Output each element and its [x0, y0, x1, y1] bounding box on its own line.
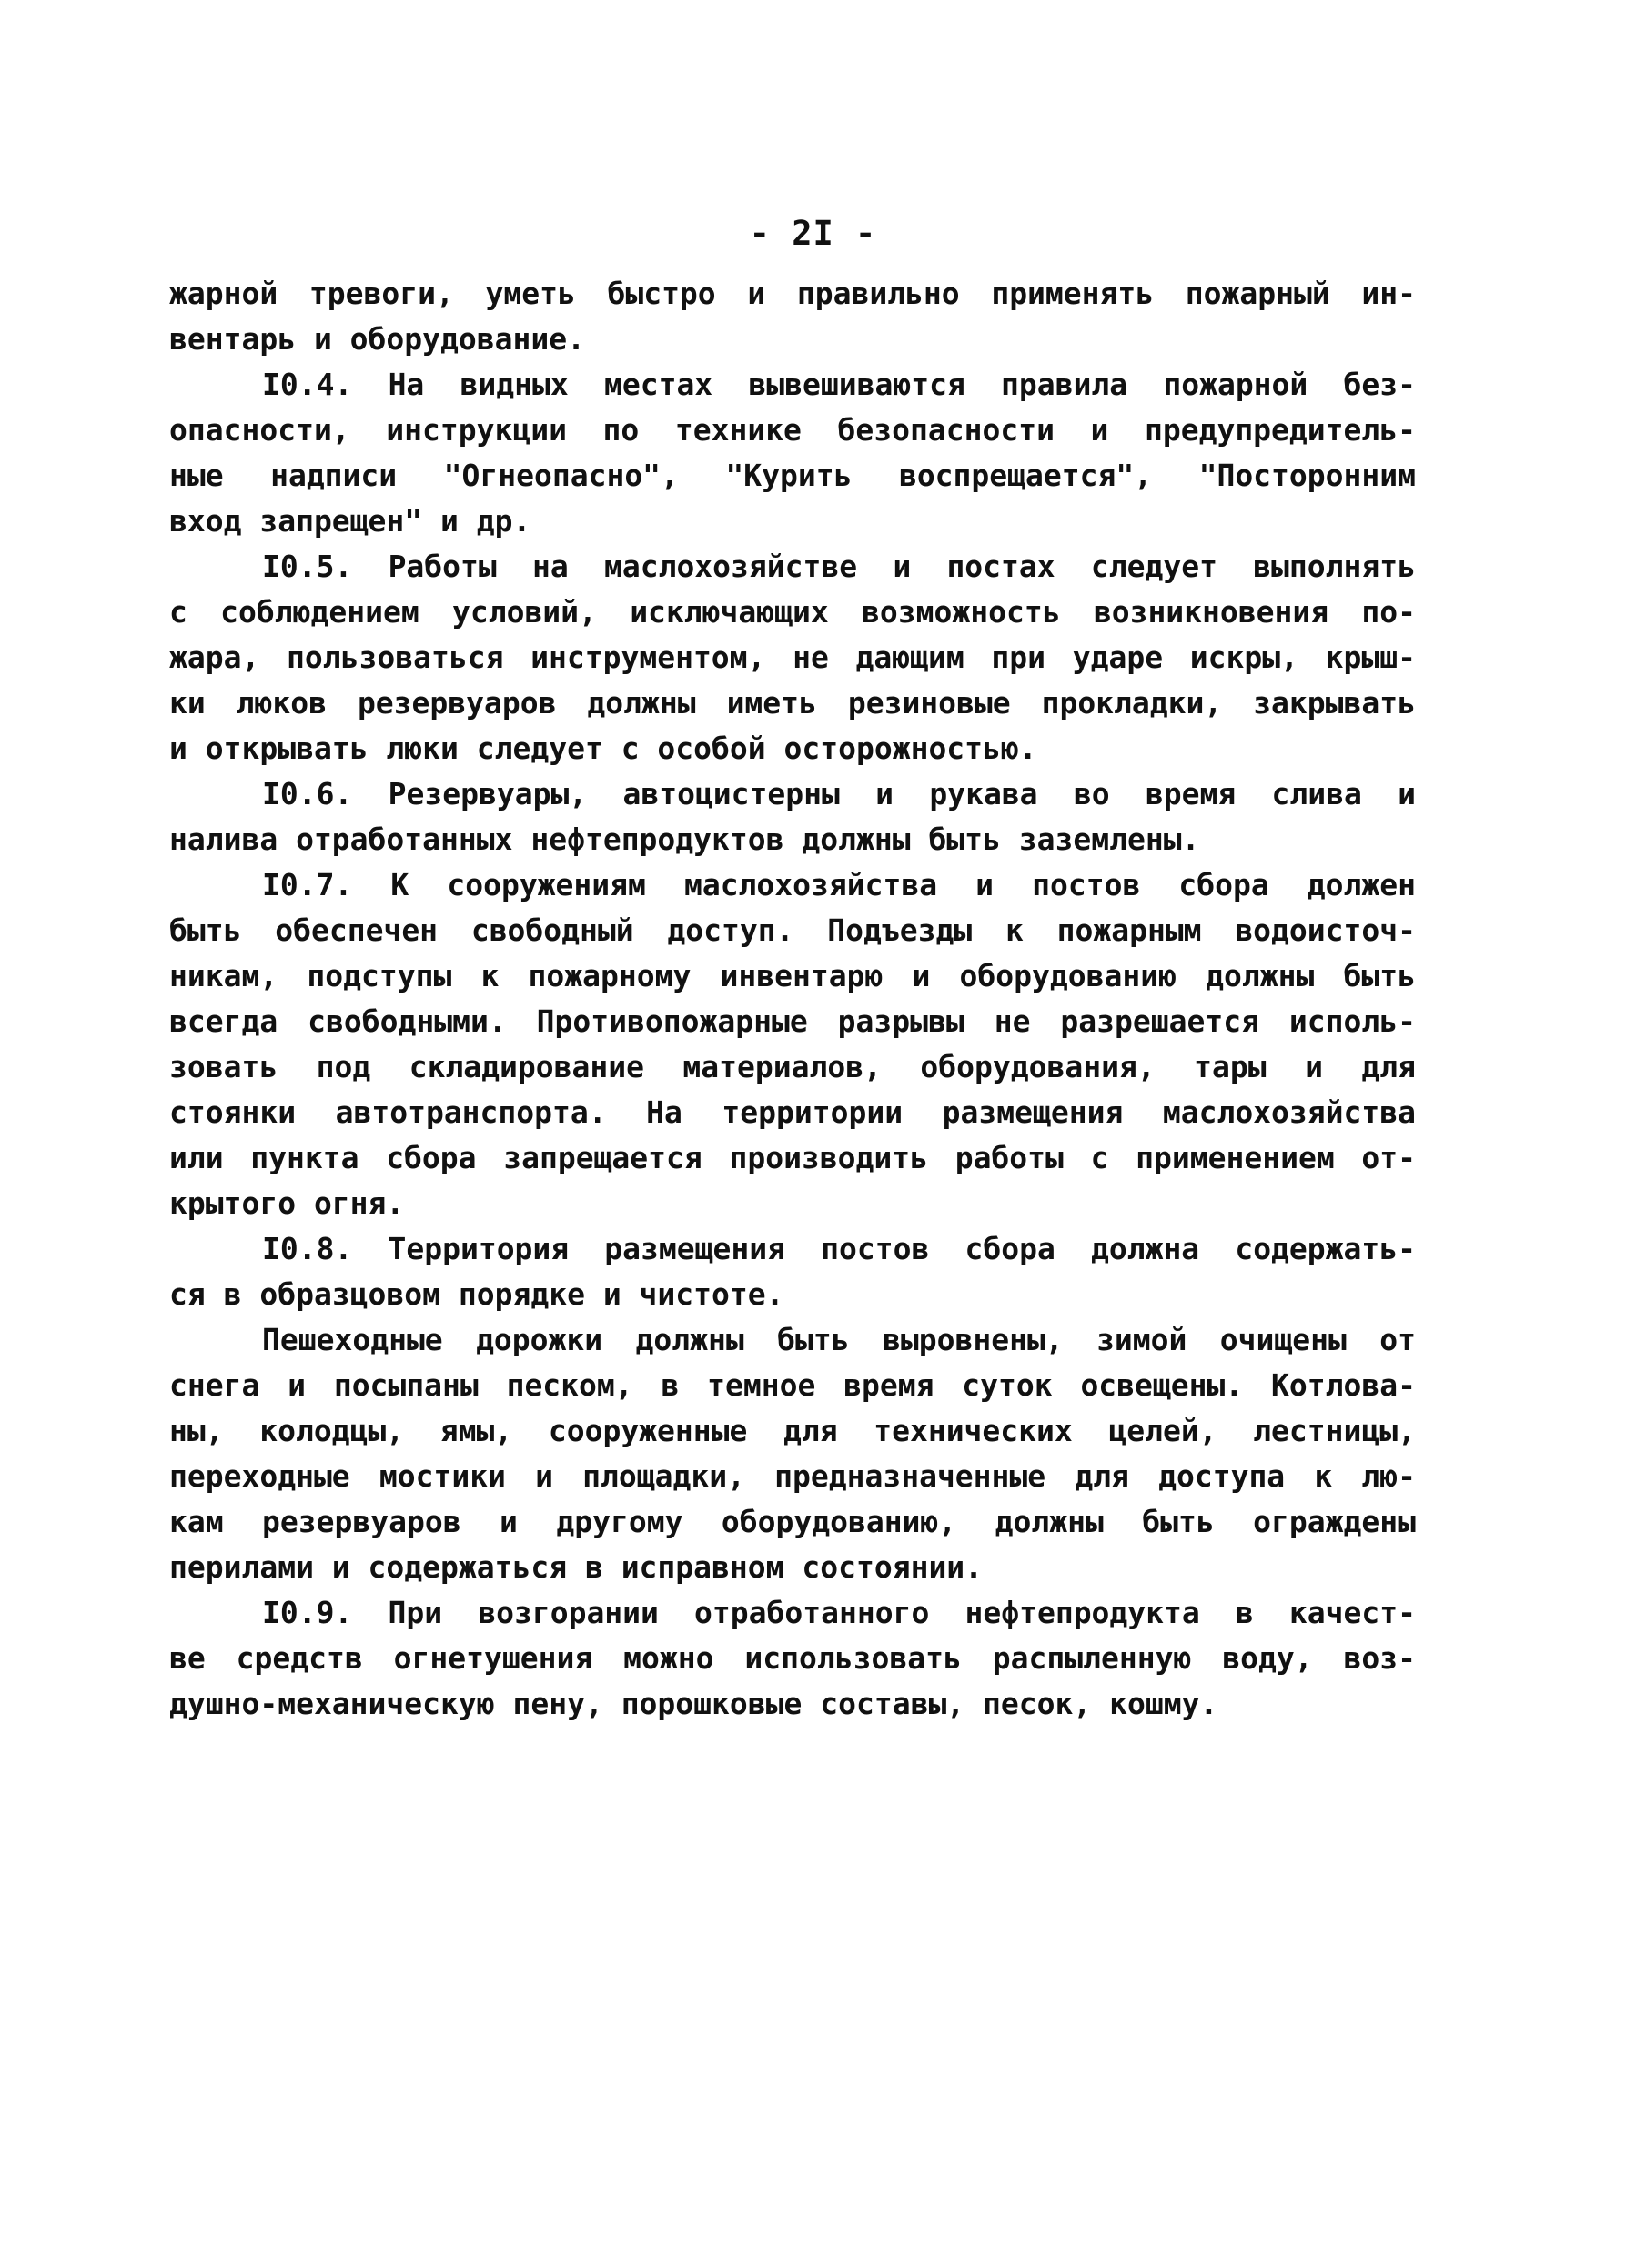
text-line: I0.7. К сооружениям маслохозяйства и постов сбора должен — [262, 867, 1416, 902]
body-text — [169, 271, 1416, 1727]
page-number: - 2I - — [749, 214, 877, 253]
text-line: перилами и содержаться в исправном состоянии. — [169, 1549, 984, 1585]
text-line: стоянки автотранспорта. На территории размещения маслохозяйства — [169, 1094, 1416, 1130]
text-line: ся в образцовом порядке и чистоте. — [169, 1276, 784, 1312]
text-line: I0.9. При возгорании отработанного нефтепродукта в качест- — [262, 1595, 1416, 1630]
text-line: жара, пользоваться инструментом, не дающим при ударе искры, крыш- — [169, 640, 1416, 675]
text-line: снега и посыпаны песком, в темное время суток освещены. Котлова- — [169, 1367, 1416, 1403]
text-line: ные надписи "Огнеопасно", "Курить воспрещается", "Посторонним — [169, 458, 1416, 493]
text-line: I0.8. Территория размещения постов сбора должна содержать- — [262, 1231, 1416, 1266]
text-line: ве средств огнетушения можно использовать распыленную воду, воз- — [169, 1640, 1416, 1676]
text-line: ны, колодцы, ямы, сооруженные для технических целей, лестницы, — [169, 1413, 1416, 1448]
text-line: кам резервуаров и другому оборудованию, должны быть ограждены — [169, 1504, 1416, 1539]
text-line: переходные мостики и площадки, предназначенные для доступа к лю- — [169, 1458, 1416, 1494]
text-line: никам, подступы к пожарному инвентарю и оборудованию должны быть — [169, 958, 1416, 993]
text-line: вход запрещен" и др. — [169, 503, 531, 539]
text-line: зовать под складирование материалов, оборудования, тары и для — [169, 1049, 1416, 1084]
text-line: I0.5. Работы на маслохозяйстве и постах следует выполнять — [262, 549, 1416, 584]
text-line: налива отработанных нефтепродуктов должны быть заземлены. — [169, 822, 1200, 857]
text-line: I0.6. Резервуары, автоцистерны и рукава во время слива и — [262, 776, 1416, 811]
text-line: опасности, инструкции по технике безопасности и предупредитель- — [169, 412, 1416, 448]
text-line: быть обеспечен свободный доступ. Подъезды к пожарным водоисточ- — [169, 912, 1416, 948]
text-line: с соблюдением условий, исключающих возможность возникновения по- — [169, 594, 1416, 630]
text-line: Пешеходные дорожки должны быть выровнены, зимой очищены от — [262, 1322, 1416, 1357]
text-line: ки люков резервуаров должны иметь резиновые прокладки, закрывать — [169, 685, 1416, 721]
text-line: и открывать люки следует с особой осторожностью. — [169, 731, 1037, 766]
text-line: I0.4. На видных местах вывешиваются правила пожарной без- — [262, 367, 1416, 402]
text-line: крытого огня. — [169, 1185, 405, 1221]
text-line: душно-механическую пену, порошковые составы, песок, кошму. — [169, 1686, 1218, 1721]
text-line: вентарь и оборудование. — [169, 321, 585, 357]
text-line: всегда свободными. Противопожарные разрывы не разрешается исполь- — [169, 1003, 1416, 1039]
text-line: или пункта сбора запрещается производить работы с применением от- — [169, 1140, 1416, 1175]
text-line: жарной тревоги, уметь быстро и правильно применять пожарный ин- — [169, 276, 1416, 311]
